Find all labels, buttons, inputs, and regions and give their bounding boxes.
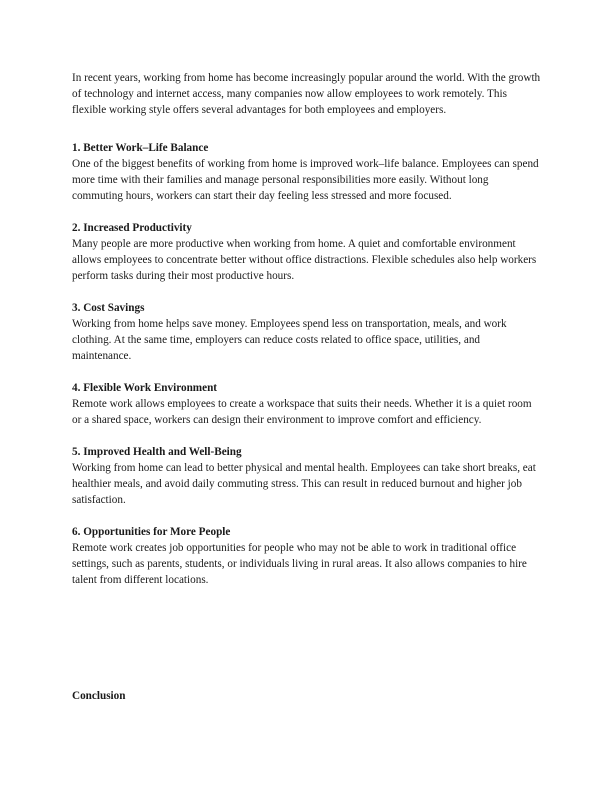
section-heading: 5. Improved Health and Well-Being [72, 446, 242, 458]
section-body: Remote work creates job opportunities for people who may not be able to work in traditional office settings, such as parents, students, or individuals living in rural areas. It also allows companies to hire talent from different locations. [72, 542, 527, 586]
section-body: Working from home helps save money. Employees spend less on transportation, meals, and work clothing. At the same time, employers can reduce costs related to office space, utilities, and maintenance. [72, 318, 507, 362]
section-heading: 3. Cost Savings [72, 302, 145, 314]
section-heading: 6. Opportunities for More People [72, 526, 231, 538]
section-productivity [72, 220, 542, 284]
section-heading: 1. Better Work–Life Balance [72, 142, 209, 154]
section-health-well-being [72, 444, 542, 508]
section-heading: 4. Flexible Work Environment [72, 382, 218, 394]
section-body: One of the biggest benefits of working from home is improved work–life balance. Employees can spend more time with their families and manage personal responsibilities more easily. Without long commuting hours, workers can start their day feeling less stressed and more focused. [72, 158, 539, 202]
document-page [72, 70, 542, 604]
section-work-life-balance [72, 140, 542, 204]
section-body: Remote work allows employees to create a workspace that suits their needs. Whether it is a quiet room or a shared space, workers can design their environment to improve comfort and efficiency. [72, 398, 532, 426]
section-body: Working from home can lead to better physical and mental health. Employees can take short breaks, eat healthier meals, and avoid daily commuting stress. This can result in reduced burnout and higher job satisfaction. [72, 462, 536, 506]
conclusion-heading: Conclusion [72, 690, 126, 702]
intro-paragraph: In recent years, working from home has become increasingly popular around the world. With the growth of technology and internet access, many companies now allow employees to work remotely. This flexible working style offers several advantages for both employees and employers. [72, 72, 541, 116]
section-flexible-environment [72, 380, 542, 428]
section-heading: 2. Increased Productivity [72, 222, 192, 234]
section-opportunities [72, 524, 542, 588]
section-body: Many people are more productive when working from home. A quiet and comfortable environment allows employees to concentrate better without office distractions. Flexible schedules also help workers perform tasks during their most productive hours. [72, 238, 537, 282]
section-cost-savings [72, 300, 542, 364]
